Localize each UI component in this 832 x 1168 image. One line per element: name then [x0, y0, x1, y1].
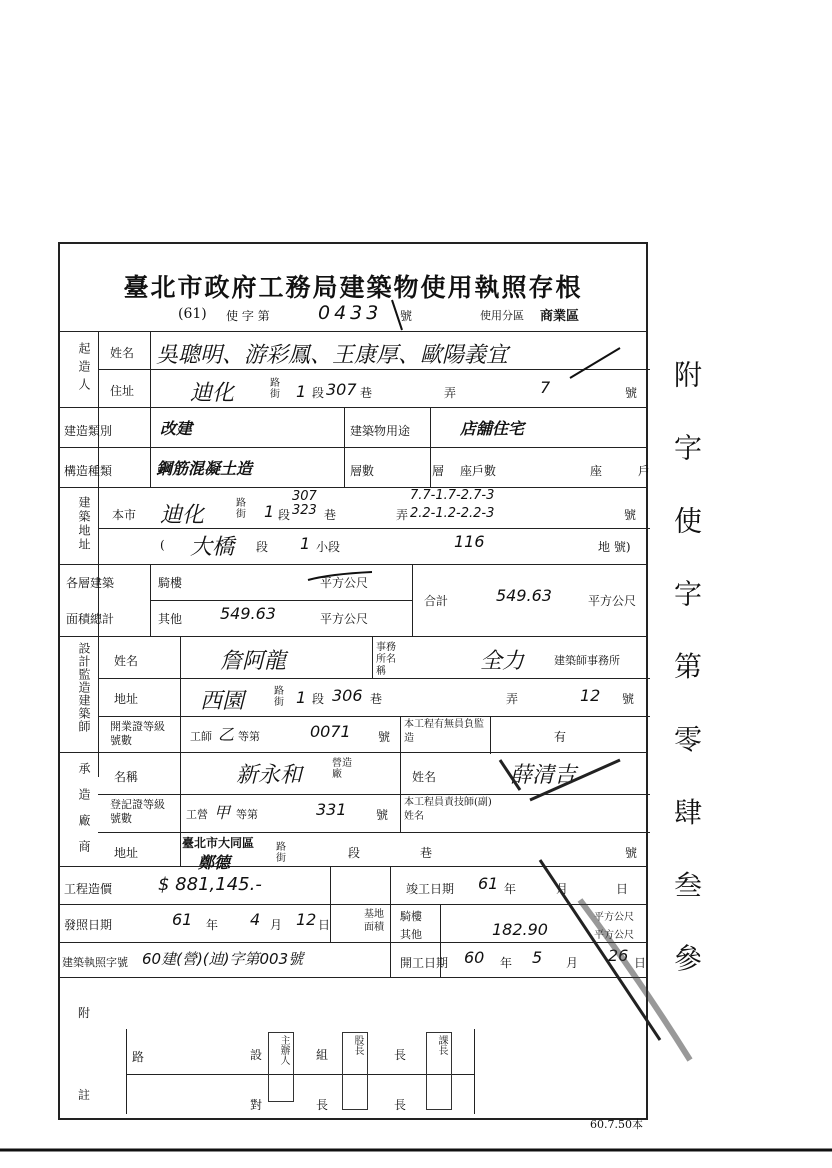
- issue-month-suffix: 月: [270, 918, 283, 932]
- households-unit2: 戶: [638, 464, 651, 478]
- cost-value: $ 881,145.-: [158, 874, 262, 895]
- notes-label-top: 附: [78, 1006, 91, 1020]
- area-arcade-unit: 平方公尺: [320, 576, 369, 590]
- officer-seal-3: 課長: [426, 1032, 452, 1110]
- designer-addr-road: 西園: [200, 689, 245, 714]
- area-other-unit: 平方公尺: [320, 612, 369, 626]
- site-lot-sub: 1: [300, 534, 311, 553]
- floors-label: 層數: [350, 464, 375, 478]
- designer-addr-alley-suffix: 弄: [506, 692, 519, 706]
- start-year: 60: [464, 948, 485, 967]
- designer-addr-no-suffix: 號: [622, 692, 635, 706]
- complete-month-suffix: 月: [556, 882, 569, 896]
- site-lane: 307 323: [292, 489, 317, 518]
- designer-addr-section-suffix: 段: [312, 692, 325, 706]
- site-numbers2: 2.2-1.2-2.2-3: [410, 506, 495, 521]
- route-foot-3: 長: [394, 1098, 407, 1112]
- zone-label: 使用分區: [480, 309, 524, 322]
- contractor-tech-label: 本工程員責技師(副)姓名: [404, 797, 492, 822]
- contractor-addr-label: 地址: [114, 846, 139, 860]
- complete-year-suffix: 年: [504, 882, 517, 896]
- site-road-suffix: 路街: [236, 498, 246, 520]
- issue-year: 61: [172, 910, 193, 929]
- floors-unit: 層: [432, 464, 445, 478]
- builder-addr-label: 住址: [110, 384, 135, 398]
- designer-addr-lane-suffix: 巷: [370, 692, 383, 706]
- designer-license-no: 0071: [310, 722, 351, 741]
- builder-addr-section-suffix: 段: [312, 386, 325, 400]
- designer-supervise-value: 有: [554, 730, 567, 744]
- contractor-name-value: 新永和: [236, 763, 303, 788]
- designer-office-value: 全力: [480, 649, 525, 674]
- contractor-name-label: 名稱: [114, 770, 139, 784]
- base-arcade-unit: 平方公尺: [594, 912, 634, 923]
- builder-addr-no: 7: [540, 378, 551, 397]
- contractor-section-label: 承造廠商: [77, 762, 91, 866]
- cost-label: 工程造價: [64, 882, 113, 896]
- start-month-suffix: 月: [566, 956, 579, 970]
- structure-label: 構造種類: [64, 464, 113, 478]
- designer-license-mid: 等第: [238, 730, 260, 743]
- start-day: 26: [608, 946, 629, 965]
- designer-name-label: 姓名: [114, 654, 139, 668]
- base-area-value: 182.90: [492, 920, 548, 939]
- builder-addr-road: 迪化: [190, 381, 235, 406]
- area-total-unit: 平方公尺: [588, 594, 637, 608]
- site-lot-area: 大橋: [190, 535, 235, 560]
- builder-addr-road-suffix: 路街: [270, 378, 280, 400]
- permit-suffix: 號: [400, 309, 413, 323]
- site-lot-duan: 段: [256, 540, 269, 554]
- complete-year: 61: [478, 874, 499, 893]
- issue-year-suffix: 年: [206, 918, 219, 932]
- contractor-reg-no: 331: [316, 800, 347, 819]
- base-arcade-label: 騎樓: [400, 910, 422, 923]
- designer-supervise-label: 本工程有無員負監造: [404, 719, 484, 744]
- designer-license-prefix: 工師: [190, 730, 212, 743]
- building-class-value: 改建: [160, 419, 193, 438]
- builder-addr-no-suffix: 號: [625, 386, 638, 400]
- contractor-reg-grade: 甲: [214, 803, 231, 822]
- area-label-2: 面積總計: [66, 612, 115, 626]
- designer-name-value: 詹阿龍: [220, 649, 287, 674]
- route-foot-1: 對: [250, 1098, 263, 1112]
- designer-addr-no: 12: [580, 686, 601, 705]
- households-unit: 座: [590, 464, 603, 478]
- start-year-suffix: 年: [500, 956, 513, 970]
- designer-addr-road-suffix: 路街: [274, 686, 284, 708]
- complete-day-suffix: 日: [616, 882, 629, 896]
- site-lot-no: 116: [454, 532, 485, 551]
- contractor-addr-road: 鄭德: [198, 853, 231, 872]
- builder-addr-lane-suffix: 巷: [360, 386, 373, 400]
- route-head-1: 設: [250, 1048, 263, 1062]
- contractor-name-suffix: 營造廠: [332, 758, 352, 780]
- builder-names: 吳聰明、游彩鳳、王康厚、歐陽義宜: [156, 343, 509, 368]
- building-use-value: 店舖住宅: [460, 419, 525, 438]
- officer-seal-2: 股長: [342, 1032, 368, 1110]
- route-foot-2: 長: [316, 1098, 329, 1112]
- build-permit-value: 60建(營)(迪)字第003號: [142, 950, 304, 968]
- designer-license-grade: 乙: [218, 725, 235, 744]
- issue-label: 發照日期: [64, 918, 113, 932]
- site-no-suffix: 號: [624, 508, 637, 522]
- site-city: 本市: [112, 508, 137, 522]
- designer-addr-lane: 306: [332, 686, 363, 705]
- start-label: 開工日期: [400, 956, 449, 970]
- site-alley-suffix: 弄: [396, 508, 409, 522]
- site-lot-no-suffix: 地 號): [598, 540, 631, 554]
- area-total-value: 549.63: [496, 586, 552, 605]
- site-road: 迪化: [160, 503, 205, 528]
- builder-name-label: 姓名: [110, 346, 135, 360]
- contractor-addr-section-suffix: 段: [348, 846, 361, 860]
- base-area-unit: 平方公尺: [594, 930, 634, 941]
- contractor-reg-suffix: 號: [376, 808, 389, 822]
- permit-number: 0433: [318, 302, 383, 324]
- households-label: 座戶數: [460, 464, 497, 478]
- base-area-label: 基地面積: [364, 909, 384, 933]
- builder-addr-lane: 307: [326, 380, 357, 399]
- build-permit-label: 建築執照字號: [62, 956, 128, 969]
- designer-license-suffix: 號: [378, 730, 391, 744]
- site-section-label: 建築地址: [77, 496, 91, 552]
- contractor-owner-label: 姓名: [412, 770, 437, 784]
- area-other-value: 549.63: [220, 604, 276, 623]
- issue-day: 12: [296, 910, 317, 929]
- permit-year: (61): [178, 306, 207, 322]
- complete-label: 竣工日期: [406, 882, 455, 896]
- issue-month: 4: [250, 910, 261, 929]
- designer-office-label: 事務所名稱: [376, 642, 396, 677]
- site-lot-open: (: [160, 538, 165, 552]
- zone-value: 商業區: [540, 309, 580, 324]
- designer-addr-label: 地址: [114, 692, 139, 706]
- officer-seal-1: 主辦人: [268, 1032, 294, 1102]
- contractor-reg-label: 登記證等級號數: [110, 798, 165, 825]
- area-other-label: 其他: [158, 612, 183, 626]
- route-head-3: 長: [394, 1048, 407, 1062]
- contractor-addr-city: 臺北市大同區: [182, 836, 255, 850]
- base-other-label: 其他: [400, 928, 422, 941]
- area-arcade-label: 騎樓: [158, 576, 183, 590]
- building-class-label: 建造類別: [64, 424, 113, 438]
- form-title: 臺北市政府工務局建築物使用執照存根: [123, 273, 583, 302]
- designer-license-label: 開業證等級號數: [110, 720, 165, 747]
- contractor-owner-value: 薛清吉: [510, 763, 577, 788]
- site-section-suffix: 段: [278, 508, 291, 522]
- contractor-addr-lane-suffix: 巷: [420, 846, 433, 860]
- contractor-reg-prefix: 工營: [186, 808, 208, 821]
- building-use-label: 建築物用途: [350, 424, 411, 438]
- site-lot-sub-suffix: 小段: [316, 540, 341, 554]
- notes-label-bottom: 註: [78, 1088, 91, 1102]
- builder-addr-alley-suffix: 弄: [444, 386, 457, 400]
- builder-section-label: 起造人: [77, 342, 91, 396]
- contractor-reg-mid: 等第: [236, 808, 258, 821]
- contractor-addr-no-suffix: 號: [625, 846, 638, 860]
- route-label: 路: [132, 1050, 145, 1064]
- permit-prefix: 使 字 第: [226, 309, 270, 323]
- start-month: 5: [532, 948, 543, 967]
- adjacent-page-edge-text: 附 字 使 字 第 零 肆 叁 參: [670, 360, 703, 990]
- site-numbers: 7.7-1.7-2.7-3: [410, 488, 495, 503]
- designer-office-suffix: 建築師事務所: [554, 654, 620, 667]
- area-label-1: 各層建築: [66, 576, 115, 590]
- start-day-suffix: 日: [634, 956, 647, 970]
- builder-addr-section: 1: [296, 382, 307, 401]
- contractor-addr-road-suffix: 路街: [276, 842, 286, 864]
- site-lane-suffix: 巷: [324, 508, 337, 522]
- area-total-label: 合計: [424, 594, 449, 608]
- designer-addr-section: 1: [296, 688, 307, 707]
- site-section-no: 1: [264, 502, 275, 521]
- issue-day-suffix: 日: [318, 918, 331, 932]
- structure-value: 鋼筋混凝土造: [156, 459, 253, 478]
- designer-section-label: 設計監造建築師: [77, 642, 91, 733]
- route-head-2: 組: [316, 1048, 329, 1062]
- print-code: 60.7.50本: [590, 1118, 643, 1131]
